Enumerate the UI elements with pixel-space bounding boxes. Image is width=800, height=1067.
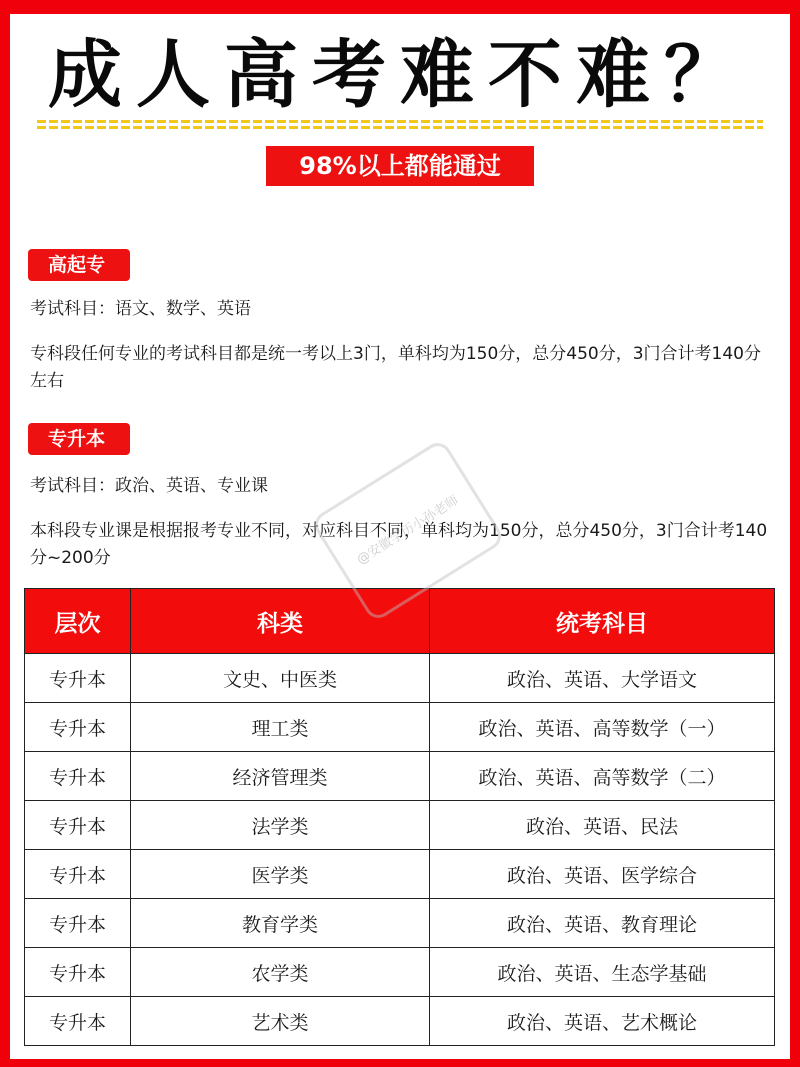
header-exam-subjects: 统考科目 [430, 589, 775, 654]
decorative-dash-divider [37, 120, 763, 130]
header-category: 科类 [131, 589, 430, 654]
cell-category: 医学类 [131, 850, 430, 899]
subtitle-banner: 98%以上都能通过 [266, 146, 534, 186]
section-description-gaoqizhuan: 专科段任何专业的考试科目都是统一考以上3门，单科均为150分，总分450分，3门合计考140分左右 [30, 344, 761, 391]
table-row [25, 703, 775, 752]
cell-category: 教育学类 [131, 899, 430, 948]
cell-subjects: 政治、英语、医学综合 [430, 850, 775, 899]
cell-category: 艺术类 [131, 997, 430, 1046]
section-subjects-gaoqizhuan: 考试科目：语文、数学、英语 [30, 299, 251, 319]
table-row [25, 654, 775, 703]
cell-level: 专升本 [25, 703, 131, 752]
section-tag-gaoqizhuan: 高起专 [28, 249, 130, 281]
cell-category: 法学类 [131, 801, 430, 850]
cell-level: 专升本 [25, 948, 131, 997]
watermark-stamp: @安徽学历小孙老师 [310, 438, 506, 623]
section-subjects-zhuanshengben: 考试科目：政治、英语、专业课 [30, 476, 268, 496]
table-row [25, 752, 775, 801]
table-row [25, 850, 775, 899]
table-row [25, 997, 775, 1046]
cell-subjects: 政治、英语、艺术概论 [430, 997, 775, 1046]
page-title: 成人高考难不难？ [48, 32, 752, 118]
table-row [25, 801, 775, 850]
section-tag-zhuanshengben: 专升本 [28, 423, 130, 455]
exam-subjects-table [24, 588, 775, 1046]
cell-level: 专升本 [25, 997, 131, 1046]
cell-subjects: 政治、英语、大学语文 [430, 654, 775, 703]
table-row [25, 948, 775, 997]
cell-level: 专升本 [25, 752, 131, 801]
cell-subjects: 政治、英语、高等数学（一） [430, 703, 775, 752]
cell-level: 专升本 [25, 654, 131, 703]
cell-category: 经济管理类 [131, 752, 430, 801]
header-level: 层次 [25, 589, 131, 654]
table-row [25, 899, 775, 948]
cell-subjects: 政治、英语、民法 [430, 801, 775, 850]
cell-subjects: 政治、英语、教育理论 [430, 899, 775, 948]
table-header-row [25, 589, 775, 654]
cell-category: 农学类 [131, 948, 430, 997]
cell-subjects: 政治、英语、生态学基础 [430, 948, 775, 997]
cell-category: 文史、中医类 [131, 654, 430, 703]
cell-level: 专升本 [25, 850, 131, 899]
cell-level: 专升本 [25, 899, 131, 948]
cell-level: 专升本 [25, 801, 131, 850]
cell-subjects: 政治、英语、高等数学（二） [430, 752, 775, 801]
cell-category: 理工类 [131, 703, 430, 752]
section-description-zhuanshengben: 本科段专业课是根据报考专业不同，对应科目不同，单科均为150分，总分450分，3门合计考140分~200分 [30, 521, 768, 568]
